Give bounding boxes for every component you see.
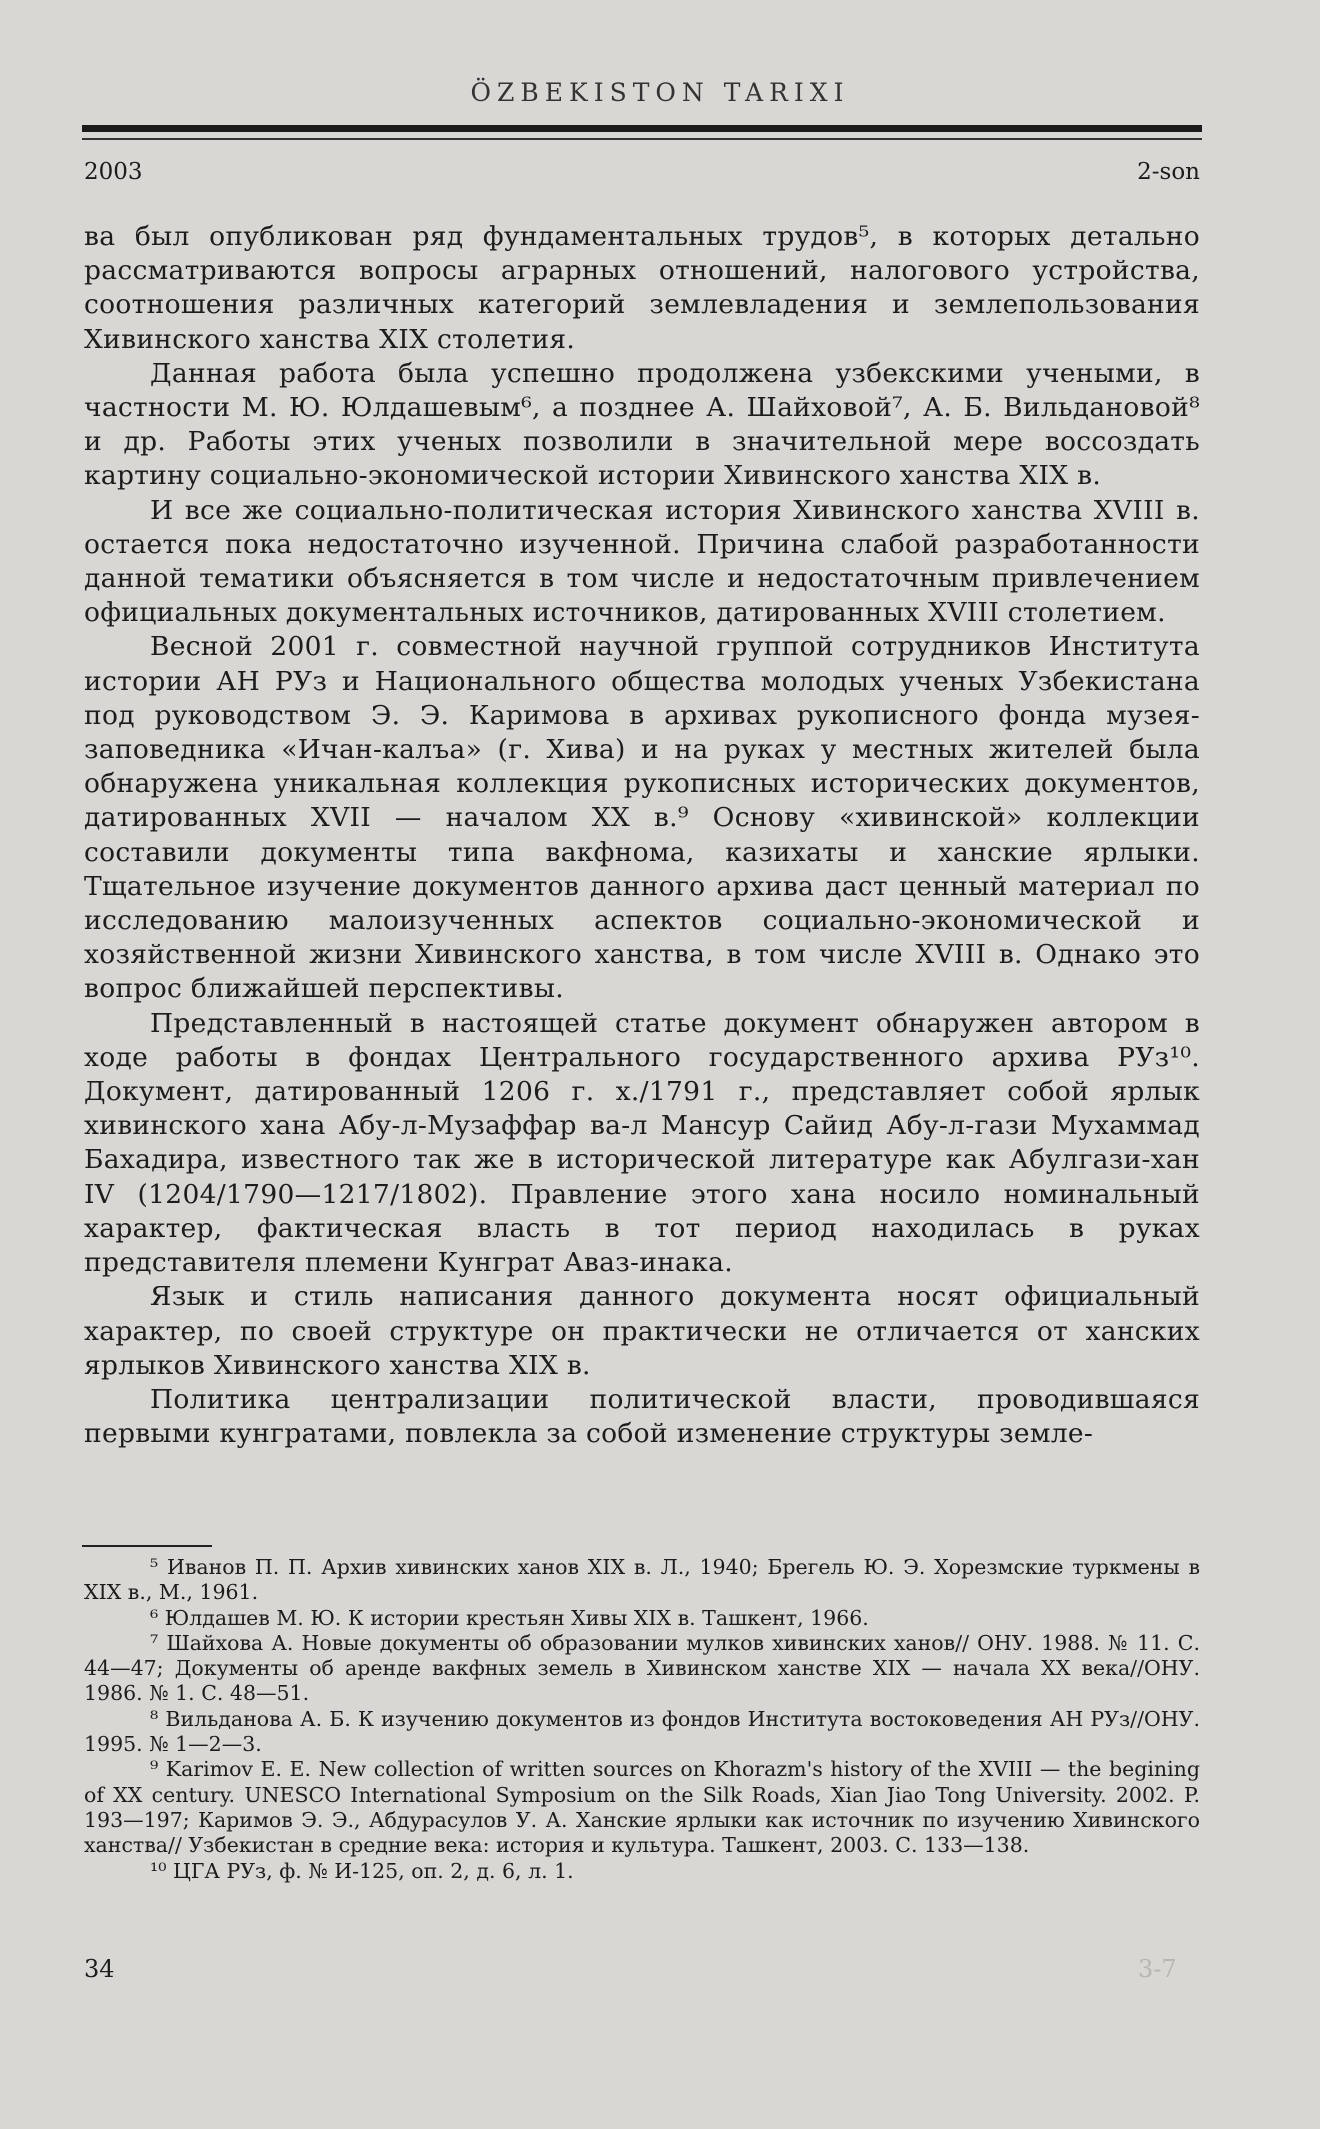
footnote: ⁷ Шайхова А. Новые документы об образовании мулков хивинских ханов// ОНУ. 1988. № 11. С. 44—47; Документы об аренде вакфных земель в Хивинском ханстве XIX — начала XX века//ОНУ. 1986. № 1. С. 48—51. bbox=[84, 1630, 1200, 1706]
header-rule-thick bbox=[82, 125, 1202, 132]
journal-title: ÖZBEKISTON TARIXI bbox=[470, 78, 850, 107]
paragraph: Весной 2001 г. совместной научной группой сотрудников Института истории АН РУз и Национального общества молодых ученых Узбекистана под руководством Э. Э. Каримова в архивах рукописного фонда музея-заповедника «Ичан-калъа» (г. Хива) и на руках у местных жителей была обнаружена уникальная коллекция рукописных исторических документов, датированных XVII — началом XX в.⁹ Основу «хивинской» коллекции составили документы типа вакфнома, казихаты и ханские ярлыки. Тщательное изучение документов данного архива даст ценный материал по исследованию малоизученных аспектов социально-экономической и хозяйственной жизни Хивинского ханства, в том числе XVIII в. Однако это вопрос ближайшей перспективы. bbox=[84, 631, 1200, 1005]
footnote: ⁹ Karimov E. E. New collection of written sources on Khorazm's history of the XVIII — the begining of XX century. UNESCO International Symposium on the Silk Roads, Xian Jiao Tong University. 2002. P. 193—197; Каримов Э. Э., Абдурасулов У. А. Ханские ярлыки как источник по изучению Хивинского ханства// Узбекистан в средние века: история и культура. Ташкент, 2003. С. 133—138. bbox=[84, 1757, 1200, 1858]
footnote: ⁶ Юлдашев М. Ю. К истории крестьян Хивы XIX в. Ташкент, 1966. bbox=[150, 1605, 869, 1630]
paragraph: ва был опубликован ряд фундаментальных трудов⁵, в которых детально рассматриваются вопросы аграрных отношений, налогового устройства, соотношения различных категорий землевладения и землепользования Хивинского ханства XIX столетия. bbox=[84, 221, 1200, 355]
paragraph: Язык и стиль написания данного документа носят официальный характер, по своей структуре он практически не отличается от ханских ярлыков Хивинского ханства XIX в. bbox=[84, 1281, 1200, 1381]
paragraph: И все же социально-политическая история Хивинского ханства XVIII в. остается пока недостаточно изученной. Причина слабой разработанности данной тематики объясняется в том числе и недостаточным привлечением официальных документальных источников, датированных XVIII столетием. bbox=[84, 494, 1200, 629]
footnote-divider bbox=[82, 1545, 212, 1547]
footnotes bbox=[84, 1555, 1200, 1884]
header-rule-thin bbox=[82, 138, 1202, 140]
footnote: ⁸ Вильданова А. Б. К изучению документов из фондов Института востоковедения АН РУз//ОНУ. 1995. № 1—2—3. bbox=[84, 1706, 1200, 1757]
paragraph: Политика централизации политической власти, проводившаяся первыми кунгратами, повлекла за собой изменение структуры земле- bbox=[84, 1383, 1200, 1450]
issue-number: 2-son bbox=[1137, 159, 1200, 185]
printer-mark: 3-7 bbox=[1138, 1955, 1177, 1983]
footnote: ¹⁰ ЦГА РУз, ф. № И-125, оп. 2, д. 6, л. 1. bbox=[150, 1858, 574, 1883]
publication-year: 2003 bbox=[84, 159, 143, 185]
page-number: 34 bbox=[84, 1955, 115, 1983]
article-body bbox=[84, 220, 1200, 1451]
paragraph: Данная работа была успешно продолжена узбекскими учеными, в частности М. Ю. Юлдашевым⁶, а позднее А. Шайховой⁷, А. Б. Вильдановой⁸ и др. Работы этих ученых позволили в значительной мере воссоздать картину социально-экономической истории Хивинского ханства XIX в. bbox=[84, 357, 1200, 492]
footnote: ⁵ Иванов П. П. Архив хивинских ханов XIX в. Л., 1940; Брегель Ю. Э. Хорезмские туркмены в XIX в., М., 1961. bbox=[84, 1555, 1200, 1605]
paragraph: Представленный в настоящей статье документ обнаружен автором в ходе работы в фондах Центрального государственного архива РУз¹⁰. Документ, датированный 1206 г. х./1791 г., представляет собой ярлык хивинского хана Абу-л-Музаффар ва-л Мансур Сайид Абу-л-гази Мухаммад Бахадира, известного так же в исторической литературе как Абулгази-хан IV (1204/1790—1217/1802). Правление этого хана носило номинальный характер, фактическая власть в тот период находилась в руках представителя племени Кунграт Аваз-инака. bbox=[84, 1007, 1200, 1279]
